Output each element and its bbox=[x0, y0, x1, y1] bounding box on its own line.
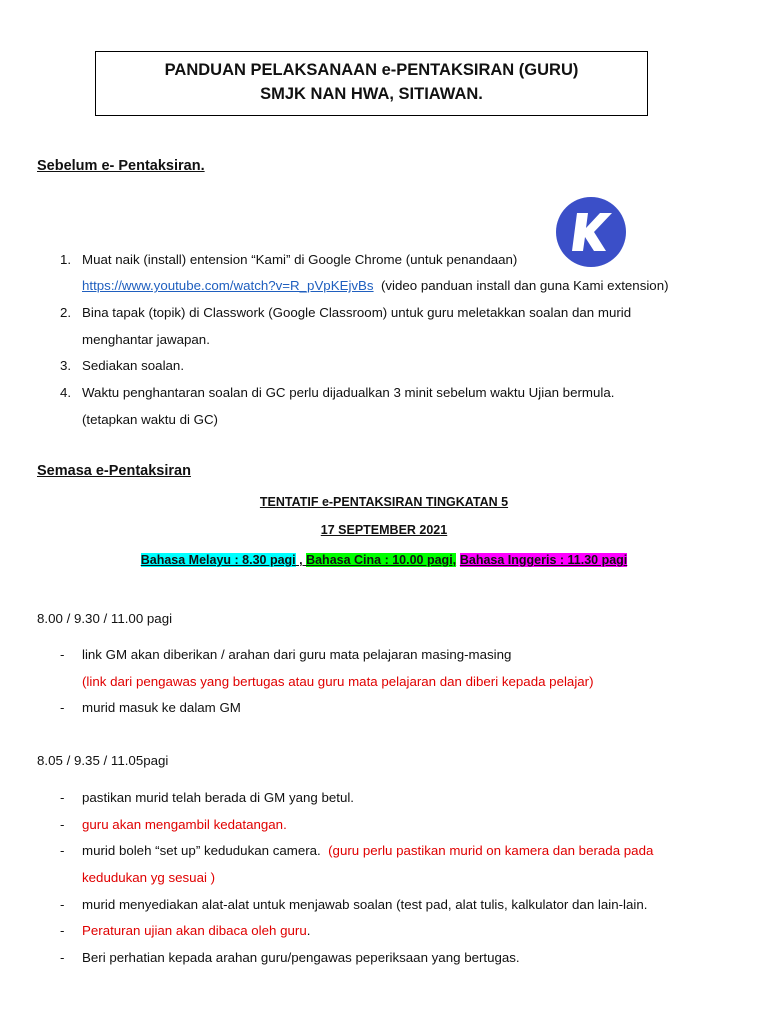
list-item bbox=[60, 251, 517, 269]
dash: - bbox=[60, 700, 65, 715]
list-text: link GM akan diberikan / arahan dari guru mata pelajaran masing-masing bbox=[82, 647, 512, 662]
kami-logo-icon bbox=[556, 197, 626, 267]
list-number: 1. bbox=[60, 252, 72, 267]
list-item bbox=[60, 304, 631, 322]
list-item bbox=[82, 277, 669, 295]
dash: - bbox=[60, 843, 65, 858]
list-item bbox=[60, 896, 647, 914]
subject-separator: , bbox=[295, 553, 307, 567]
list-text: . bbox=[306, 923, 311, 938]
list-text-red: (guru perlu pastikan murid on kamera dan berada pada bbox=[328, 843, 654, 858]
dash: - bbox=[60, 817, 65, 832]
list-text: Beri perhatian kepada arahan guru/pengawas peperiksaan yang bertugas. bbox=[82, 950, 520, 965]
list-item bbox=[60, 646, 511, 664]
list-text: Sediakan soalan. bbox=[82, 358, 185, 373]
tentatif-heading: TENTATIF e-PENTAKSIRAN TINGKATAN 5 bbox=[259, 495, 509, 509]
dash: - bbox=[60, 897, 65, 912]
list-text: menghantar jawapan. bbox=[82, 332, 210, 347]
list-item bbox=[82, 331, 210, 349]
title-line-1: PANDUAN PELAKSANAAN e-PENTAKSIRAN (GURU) bbox=[164, 61, 579, 79]
list-text: murid boleh “set up” kedudukan camera. bbox=[82, 843, 321, 858]
time-heading-1: 8.00 / 9.30 / 11.00 pagi bbox=[37, 611, 173, 626]
subject-bm: Bahasa Melayu : 8.30 pagi bbox=[140, 553, 296, 567]
list-text-red: guru akan mengambil kedatangan. bbox=[82, 817, 287, 832]
before-heading: Sebelum e- Pentaksiran. bbox=[37, 158, 205, 174]
youtube-link[interactable]: https://www.youtube.com/watch?v=R_pVpKEjvBs bbox=[82, 278, 374, 293]
list-number: 3. bbox=[60, 358, 72, 373]
list-text: Waktu penghantaran soalan di GC perlu dijadualkan 3 minit sebelum waktu Ujian bermula. bbox=[82, 385, 615, 400]
list-item-red: kedudukan yg sesuai ) bbox=[82, 870, 216, 885]
dash: - bbox=[60, 923, 65, 938]
list-item bbox=[60, 949, 520, 967]
list-item bbox=[60, 384, 614, 402]
list-item bbox=[60, 699, 241, 717]
list-item bbox=[60, 842, 653, 860]
time-heading-2: 8.05 / 9.35 / 11.05pagi bbox=[37, 753, 169, 768]
dash: - bbox=[60, 647, 65, 662]
title-line-2: SMJK NAN HWA, SITIAWAN. bbox=[260, 85, 483, 103]
list-text: (video panduan install dan guna Kami extension) bbox=[380, 278, 669, 293]
exam-date: 17 SEPTEMBER 2021 bbox=[320, 523, 448, 537]
during-heading: Semasa e-Pentaksiran bbox=[37, 463, 191, 479]
list-text: pastikan murid telah berada di GM yang betul. bbox=[82, 790, 355, 805]
dash: - bbox=[60, 790, 65, 805]
list-text: Bina tapak (topik) di Classwork (Google Classroom) untuk guru meletakkan soalan dan murid bbox=[82, 305, 632, 320]
subject-bi: Bahasa Inggeris : 11.30 pagi bbox=[459, 553, 628, 567]
list-text: Muat naik (install) entension “Kami” di Google Chrome (untuk penandaan) bbox=[82, 252, 518, 267]
list-item bbox=[60, 357, 184, 375]
list-text: murid masuk ke dalam GM bbox=[82, 700, 241, 715]
dash: - bbox=[60, 950, 65, 965]
list-item bbox=[60, 789, 354, 807]
subject-bc: Bahasa Cina : 10.00 pagi, bbox=[306, 553, 457, 567]
list-item bbox=[60, 816, 287, 834]
title-box bbox=[95, 51, 648, 116]
subject-schedule bbox=[0, 552, 768, 567]
list-item bbox=[60, 922, 310, 940]
list-text: (tetapkan waktu di GC) bbox=[82, 412, 218, 427]
list-item bbox=[82, 411, 218, 429]
list-text-red: Peraturan ujian akan dibaca oleh guru bbox=[82, 923, 307, 938]
list-number: 2. bbox=[60, 305, 72, 320]
list-item-red: (link dari pengawas yang bertugas atau guru mata pelajaran dan diberi kepada pelajar) bbox=[82, 674, 594, 689]
list-number: 4. bbox=[60, 385, 72, 400]
list-text: murid menyediakan alat-alat untuk menjawab soalan (test pad, alat tulis, kalkulator dan lain-lain. bbox=[82, 897, 648, 912]
